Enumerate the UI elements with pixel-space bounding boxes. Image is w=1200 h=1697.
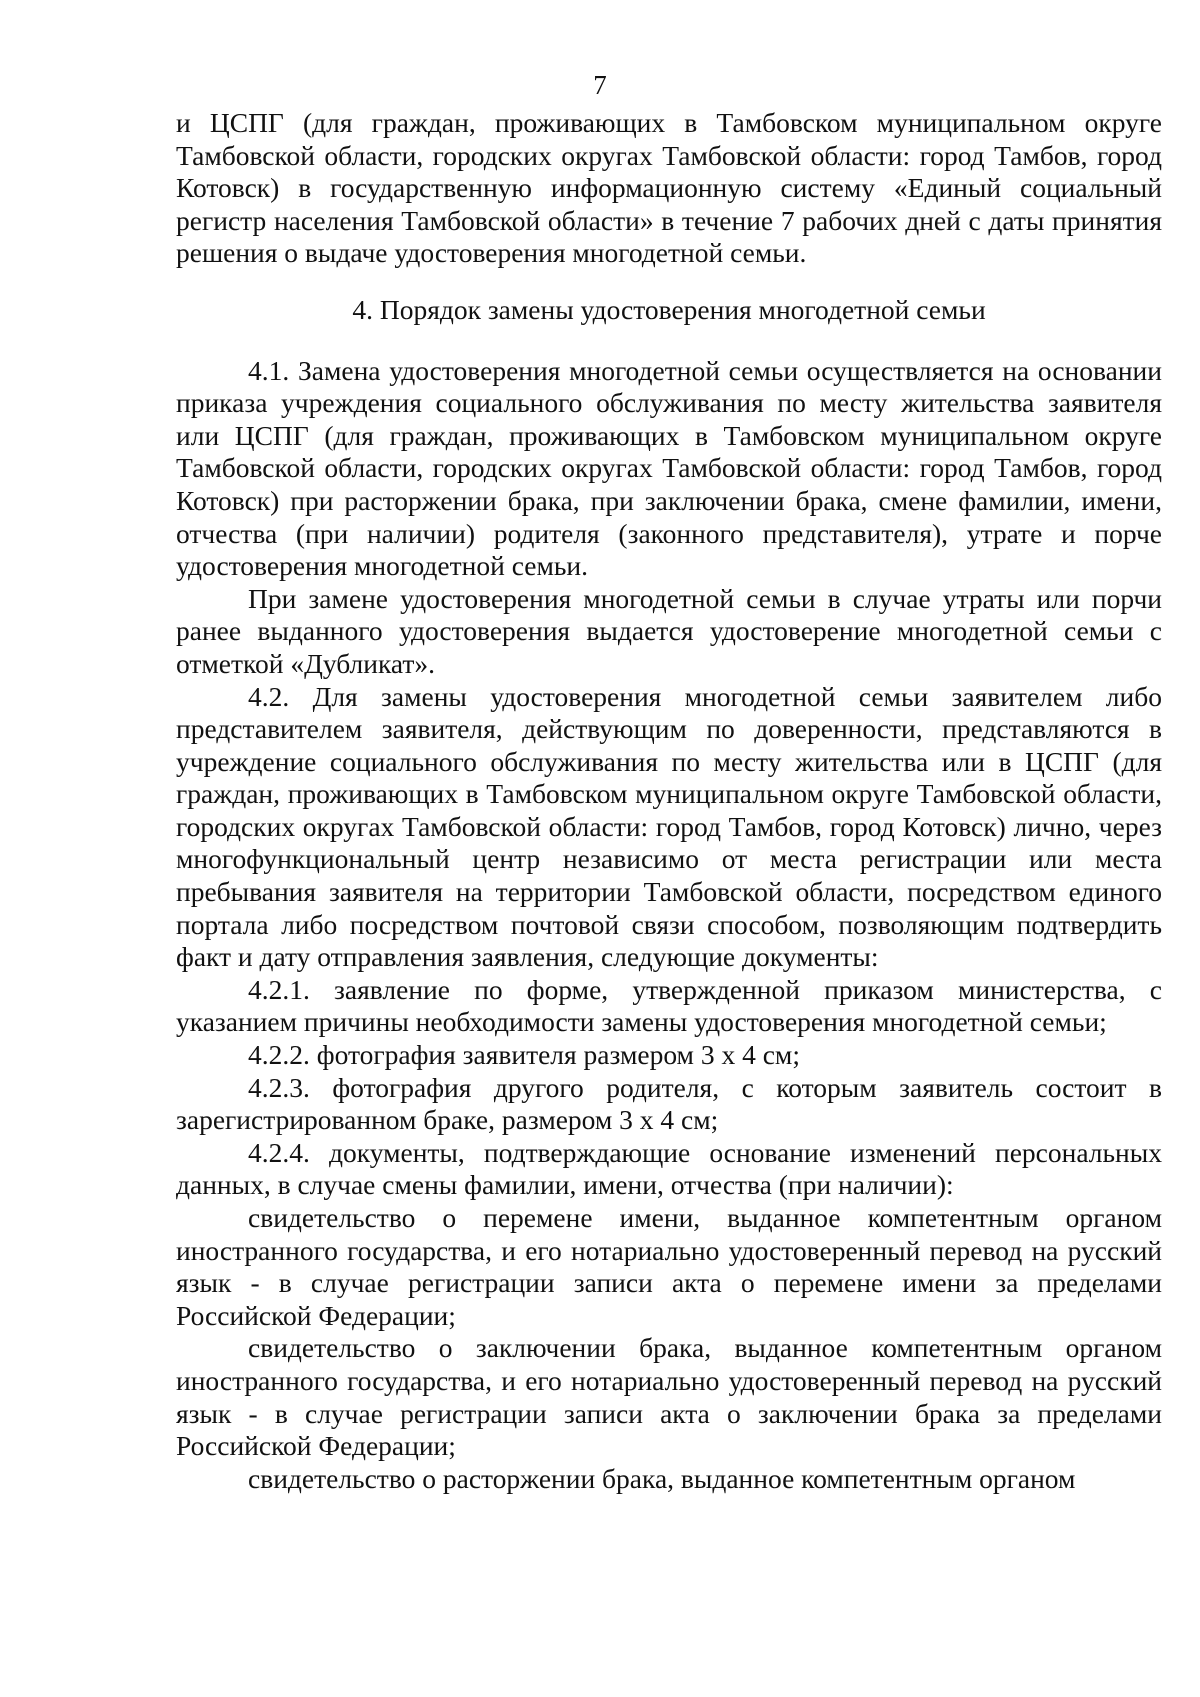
paragraph-4-2-3: 4.2.3. фотография другого родителя, с которым заявитель состоит в зарегистрированном браке, размером 3 х 4 см; xyxy=(176,1071,1162,1136)
paragraph-4-2-4: 4.2.4. документы, подтверждающие основание изменений персональных данных, в случае смены фамилии, имени, отчества (при наличии): xyxy=(176,1136,1162,1201)
paragraph-4-2-1: 4.2.1. заявление по форме, утвержденной приказом министерства, с указанием причины необходимости замены удостоверения многодетной семьи; xyxy=(176,973,1162,1038)
paragraph-4-2-2: 4.2.2. фотография заявителя размером 3 х 4 см; xyxy=(248,1039,800,1071)
page-number: 7 xyxy=(593,70,607,100)
paragraph-duplicate: При замене удостоверения многодетной семьи в случае утраты или порчи ранее выданного удостоверения выдается удостоверение многодетной семьи с отметкой «Дубликат». xyxy=(176,582,1162,679)
document-body xyxy=(176,107,1162,1495)
section-title: 4. Порядок замены удостоверения многодетной семьи xyxy=(352,293,986,325)
paragraph-name-change: свидетельство о перемене имени, выданное компетентным органом иностранного государства, и его нотариально удостоверенный перевод на русский язык - в случае регистрации записи акта о перемене имени за пределами Российской Федерации; xyxy=(176,1202,1162,1331)
continuation-paragraph: и ЦСПГ (для граждан, проживающих в Тамбовском муниципальном округе Тамбовской области, городских округах Тамбовской области: город Тамбов, город Котовск) в государственную информационную систему «Единый социальный регистр населения Тамбовской области» в течение 7 рабочих дней с даты принятия решения о выдаче удостоверения многодетной семьи. xyxy=(176,107,1162,269)
paragraph-4-2: 4.2. Для замены удостоверения многодетной семьи заявителем либо представителем заявителя, действующим по доверенности, представляются в учреждение социального обслуживания по месту жительства или в ЦСПГ (для граждан, проживающих в Тамбовском муниципальном округе Тамбовской области, городских округах Тамбовской области: город Тамбов, город Котовск) лично, через многофункциональный центр независимо от места регистрации или места пребывания заявителя на территории Тамбовской области, посредством единого портала либо посредством почтовой связи способом, позволяющим подтвердить факт и дату отправления заявления, следующие документы: xyxy=(176,680,1162,973)
paragraph-4-1: 4.1. Замена удостоверения многодетной семьи осуществляется на основании приказа учреждения социального обслуживания по месту жительства заявителя или ЦСПГ (для граждан, проживающих в Тамбовском муниципальном округе Тамбовской области, городских округах Тамбовской области: город Тамбов, город Котовск) при расторжении брака, при заключении брака, смене фамилии, имени, отчества (при наличии) родителя (законного представителя), утрате и порче удостоверения многодетной семьи. xyxy=(176,354,1162,582)
paragraph-marriage: свидетельство о заключении брака, выданное компетентным органом иностранного государства, и его нотариально удостоверенный перевод на русский язык - в случае регистрации записи акта о заключении брака за пределами Российской Федерации; xyxy=(176,1332,1162,1462)
paragraph-divorce: свидетельство о расторжении брака, выданное компетентным органом xyxy=(248,1462,1076,1494)
